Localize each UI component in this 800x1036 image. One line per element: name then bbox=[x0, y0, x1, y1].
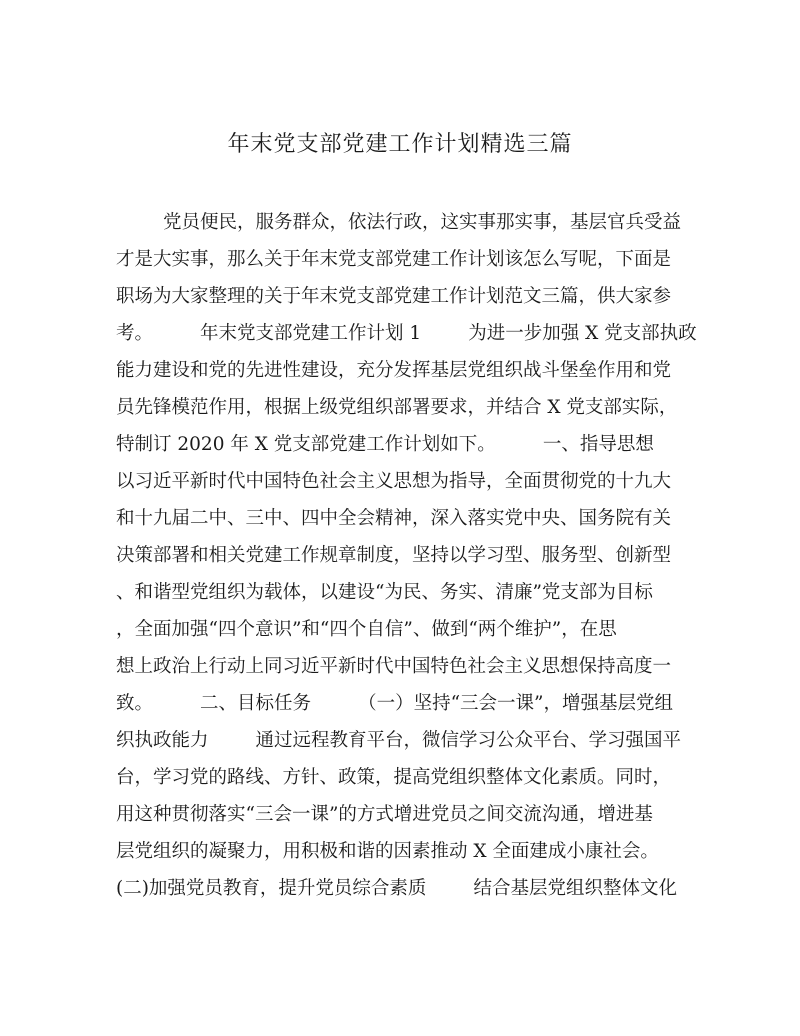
text-line: 、和谐型党组织为载体，以建设“为民、务实、清廉”党支部为目标 bbox=[116, 582, 653, 603]
text-line: 职场为大家整理的关于年末党支部党建工作计划范文三篇，供大家参 bbox=[116, 286, 672, 307]
text-line: 层党组织的凝聚力，用积极和谐的因素推动 X 全面建成小康社会。 bbox=[116, 841, 659, 862]
text-line: (二)加强党员教育，提升党员综合素质 结合基层党组织整体文化 bbox=[116, 878, 677, 899]
text-line: 决策部署和相关党建工作规章制度，坚持以学习型、服务型、创新型 bbox=[116, 545, 672, 566]
text-line: 员先锋模范作用，根据上级党组织部署要求，并结合 X 党支部实际， bbox=[116, 397, 678, 418]
text-line: 想上政治上行动上同习近平新时代中国特色社会主义思想保持高度一 bbox=[116, 656, 672, 677]
document-title: 年末党支部党建工作计划精选三篇 bbox=[227, 132, 573, 157]
text-line: 织执政能力 通过远程教育平台，微信学习公众平台、学习强国平 bbox=[116, 730, 682, 751]
text-line: 考。 年末党支部党建工作计划 1 为进一步加强 X 党支部执政 bbox=[116, 323, 697, 344]
text-line: ，全面加强“四个意识”和“四个自信”、做到“两个维护”，在思 bbox=[116, 619, 617, 640]
text-line: 致。 二、目标任务 （一）坚持“三会一课”，增强基层党组 bbox=[116, 693, 674, 714]
text-line: 台，学习党的路线、方针、政策，提高党组织整体文化素质。同时， bbox=[116, 767, 672, 788]
text-line: 才是大实事，那么关于年末党支部党建工作计划该怎么写呢，下面是 bbox=[116, 249, 672, 270]
text-line: 和十九届二中、三中、四中全会精神，深入落实党中央、国务院有关 bbox=[116, 508, 672, 529]
text-line: 以习近平新时代中国特色社会主义思想为指导，全面贯彻党的十九大 bbox=[116, 471, 672, 492]
text-line: 特制订 2020 年 X 党支部党建工作计划如下。 一、指导思想 bbox=[116, 434, 654, 455]
text-line: 用这种贯彻落实“三会一课”的方式增进党员之间交流沟通，增进基 bbox=[116, 804, 653, 825]
text-line: 能力建设和党的先进性建设，充分发挥基层党组织战斗堡垒作用和党 bbox=[116, 360, 672, 381]
text-line: 党员便民，服务群众，依法行政，这实事那实事，基层官兵受益 bbox=[116, 212, 682, 233]
